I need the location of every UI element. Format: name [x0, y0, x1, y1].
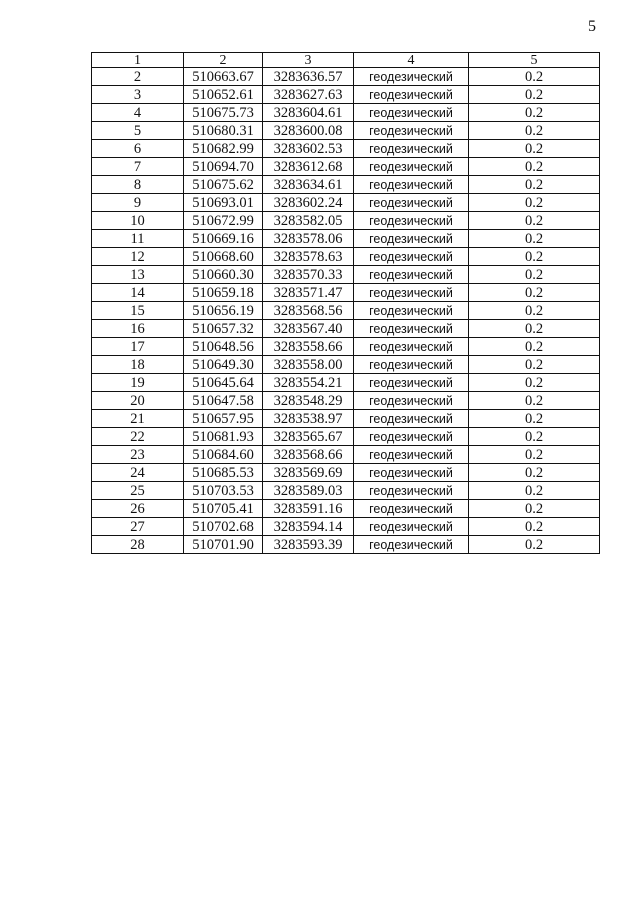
header-col-5: 5: [469, 53, 600, 68]
method-cell: геодезический: [354, 338, 469, 356]
point-number-cell: 9: [92, 194, 184, 212]
method-cell: геодезический: [354, 536, 469, 554]
y-coordinate-cell: 3283593.39: [263, 536, 354, 554]
method-cell: геодезический: [354, 230, 469, 248]
method-cell: геодезический: [354, 410, 469, 428]
method-cell: геодезический: [354, 500, 469, 518]
point-number-cell: 10: [92, 212, 184, 230]
x-coordinate-cell: 510682.99: [184, 140, 263, 158]
accuracy-cell: 0.2: [469, 104, 600, 122]
page-number: 5: [588, 18, 596, 35]
point-number-cell: 19: [92, 374, 184, 392]
method-cell: геодезический: [354, 68, 469, 86]
accuracy-cell: 0.2: [469, 320, 600, 338]
point-number-cell: 24: [92, 464, 184, 482]
y-coordinate-cell: 3283554.21: [263, 374, 354, 392]
table-row: [92, 428, 600, 446]
y-coordinate-cell: 3283612.68: [263, 158, 354, 176]
method-cell: геодезический: [354, 392, 469, 410]
y-coordinate-cell: 3283570.33: [263, 266, 354, 284]
header-col-3: 3: [263, 53, 354, 68]
point-number-cell: 14: [92, 284, 184, 302]
point-number-cell: 15: [92, 302, 184, 320]
method-cell: геодезический: [354, 356, 469, 374]
y-coordinate-cell: 3283602.24: [263, 194, 354, 212]
table-row: [92, 158, 600, 176]
x-coordinate-cell: 510672.99: [184, 212, 263, 230]
x-coordinate-cell: 510702.68: [184, 518, 263, 536]
table-row: [92, 176, 600, 194]
method-cell: геодезический: [354, 104, 469, 122]
method-cell: геодезический: [354, 122, 469, 140]
x-coordinate-cell: 510657.95: [184, 410, 263, 428]
y-coordinate-cell: 3283604.61: [263, 104, 354, 122]
accuracy-cell: 0.2: [469, 122, 600, 140]
x-coordinate-cell: 510703.53: [184, 482, 263, 500]
table-row: [92, 212, 600, 230]
x-coordinate-cell: 510701.90: [184, 536, 263, 554]
x-coordinate-cell: 510649.30: [184, 356, 263, 374]
method-cell: геодезический: [354, 518, 469, 536]
point-number-cell: 7: [92, 158, 184, 176]
table-row: [92, 446, 600, 464]
point-number-cell: 28: [92, 536, 184, 554]
method-cell: геодезический: [354, 140, 469, 158]
table-row: [92, 122, 600, 140]
table-row: [92, 284, 600, 302]
table-row: [92, 140, 600, 158]
accuracy-cell: 0.2: [469, 392, 600, 410]
point-number-cell: 16: [92, 320, 184, 338]
accuracy-cell: 0.2: [469, 338, 600, 356]
method-cell: геодезический: [354, 428, 469, 446]
table-row: [92, 482, 600, 500]
x-coordinate-cell: 510694.70: [184, 158, 263, 176]
x-coordinate-cell: 510668.60: [184, 248, 263, 266]
point-number-cell: 18: [92, 356, 184, 374]
y-coordinate-cell: 3283602.53: [263, 140, 354, 158]
accuracy-cell: 0.2: [469, 500, 600, 518]
table-row: [92, 410, 600, 428]
point-number-cell: 12: [92, 248, 184, 266]
y-coordinate-cell: 3283589.03: [263, 482, 354, 500]
point-number-cell: 27: [92, 518, 184, 536]
y-coordinate-cell: 3283568.56: [263, 302, 354, 320]
table-row: [92, 302, 600, 320]
accuracy-cell: 0.2: [469, 464, 600, 482]
y-coordinate-cell: 3283578.63: [263, 248, 354, 266]
point-number-cell: 17: [92, 338, 184, 356]
accuracy-cell: 0.2: [469, 140, 600, 158]
method-cell: геодезический: [354, 482, 469, 500]
accuracy-cell: 0.2: [469, 194, 600, 212]
method-cell: геодезический: [354, 86, 469, 104]
x-coordinate-cell: 510705.41: [184, 500, 263, 518]
accuracy-cell: 0.2: [469, 518, 600, 536]
table-row: [92, 518, 600, 536]
x-coordinate-cell: 510680.31: [184, 122, 263, 140]
point-number-cell: 22: [92, 428, 184, 446]
y-coordinate-cell: 3283538.97: [263, 410, 354, 428]
method-cell: геодезический: [354, 284, 469, 302]
table-row: [92, 104, 600, 122]
y-coordinate-cell: 3283567.40: [263, 320, 354, 338]
point-number-cell: 20: [92, 392, 184, 410]
table-row: [92, 86, 600, 104]
method-cell: геодезический: [354, 464, 469, 482]
method-cell: геодезический: [354, 446, 469, 464]
y-coordinate-cell: 3283636.57: [263, 68, 354, 86]
x-coordinate-cell: 510660.30: [184, 266, 263, 284]
y-coordinate-cell: 3283627.63: [263, 86, 354, 104]
y-coordinate-cell: 3283634.61: [263, 176, 354, 194]
table-row: [92, 68, 600, 86]
point-number-cell: 8: [92, 176, 184, 194]
x-coordinate-cell: 510681.93: [184, 428, 263, 446]
y-coordinate-cell: 3283571.47: [263, 284, 354, 302]
x-coordinate-cell: 510684.60: [184, 446, 263, 464]
y-coordinate-cell: 3283558.00: [263, 356, 354, 374]
method-cell: геодезический: [354, 176, 469, 194]
accuracy-cell: 0.2: [469, 302, 600, 320]
accuracy-cell: 0.2: [469, 428, 600, 446]
y-coordinate-cell: 3283600.08: [263, 122, 354, 140]
y-coordinate-cell: 3283582.05: [263, 212, 354, 230]
table-row: [92, 500, 600, 518]
point-number-cell: 26: [92, 500, 184, 518]
method-cell: геодезический: [354, 158, 469, 176]
x-coordinate-cell: 510663.67: [184, 68, 263, 86]
point-number-cell: 2: [92, 68, 184, 86]
x-coordinate-cell: 510656.19: [184, 302, 263, 320]
y-coordinate-cell: 3283558.66: [263, 338, 354, 356]
point-number-cell: 5: [92, 122, 184, 140]
table-row: [92, 356, 600, 374]
x-coordinate-cell: 510693.01: [184, 194, 263, 212]
accuracy-cell: 0.2: [469, 158, 600, 176]
coordinates-table: [91, 52, 600, 554]
x-coordinate-cell: 510647.58: [184, 392, 263, 410]
accuracy-cell: 0.2: [469, 356, 600, 374]
accuracy-cell: 0.2: [469, 536, 600, 554]
method-cell: геодезический: [354, 194, 469, 212]
y-coordinate-cell: 3283591.16: [263, 500, 354, 518]
method-cell: геодезический: [354, 212, 469, 230]
method-cell: геодезический: [354, 266, 469, 284]
x-coordinate-cell: 510659.18: [184, 284, 263, 302]
table-row: [92, 266, 600, 284]
x-coordinate-cell: 510685.53: [184, 464, 263, 482]
accuracy-cell: 0.2: [469, 68, 600, 86]
x-coordinate-cell: 510648.56: [184, 338, 263, 356]
y-coordinate-cell: 3283568.66: [263, 446, 354, 464]
point-number-cell: 6: [92, 140, 184, 158]
x-coordinate-cell: 510652.61: [184, 86, 263, 104]
point-number-cell: 3: [92, 86, 184, 104]
y-coordinate-cell: 3283569.69: [263, 464, 354, 482]
accuracy-cell: 0.2: [469, 230, 600, 248]
point-number-cell: 11: [92, 230, 184, 248]
table-row: [92, 248, 600, 266]
table-row: [92, 194, 600, 212]
method-cell: геодезический: [354, 374, 469, 392]
accuracy-cell: 0.2: [469, 410, 600, 428]
accuracy-cell: 0.2: [469, 212, 600, 230]
table-row: [92, 230, 600, 248]
point-number-cell: 25: [92, 482, 184, 500]
table-row: [92, 392, 600, 410]
y-coordinate-cell: 3283548.29: [263, 392, 354, 410]
x-coordinate-cell: 510657.32: [184, 320, 263, 338]
accuracy-cell: 0.2: [469, 266, 600, 284]
table-row: [92, 320, 600, 338]
accuracy-cell: 0.2: [469, 86, 600, 104]
accuracy-cell: 0.2: [469, 176, 600, 194]
accuracy-cell: 0.2: [469, 248, 600, 266]
point-number-cell: 21: [92, 410, 184, 428]
table-row: [92, 338, 600, 356]
x-coordinate-cell: 510675.73: [184, 104, 263, 122]
y-coordinate-cell: 3283565.67: [263, 428, 354, 446]
table-row: [92, 374, 600, 392]
header-col-1: 1: [92, 53, 184, 68]
x-coordinate-cell: 510675.62: [184, 176, 263, 194]
accuracy-cell: 0.2: [469, 446, 600, 464]
table-row: [92, 464, 600, 482]
y-coordinate-cell: 3283578.06: [263, 230, 354, 248]
y-coordinate-cell: 3283594.14: [263, 518, 354, 536]
table-row: [92, 536, 600, 554]
x-coordinate-cell: 510645.64: [184, 374, 263, 392]
table-header-row: [92, 53, 600, 68]
accuracy-cell: 0.2: [469, 284, 600, 302]
accuracy-cell: 0.2: [469, 482, 600, 500]
method-cell: геодезический: [354, 320, 469, 338]
method-cell: геодезический: [354, 248, 469, 266]
point-number-cell: 23: [92, 446, 184, 464]
header-col-2: 2: [184, 53, 263, 68]
method-cell: геодезический: [354, 302, 469, 320]
x-coordinate-cell: 510669.16: [184, 230, 263, 248]
point-number-cell: 13: [92, 266, 184, 284]
accuracy-cell: 0.2: [469, 374, 600, 392]
point-number-cell: 4: [92, 104, 184, 122]
header-col-4: 4: [354, 53, 469, 68]
